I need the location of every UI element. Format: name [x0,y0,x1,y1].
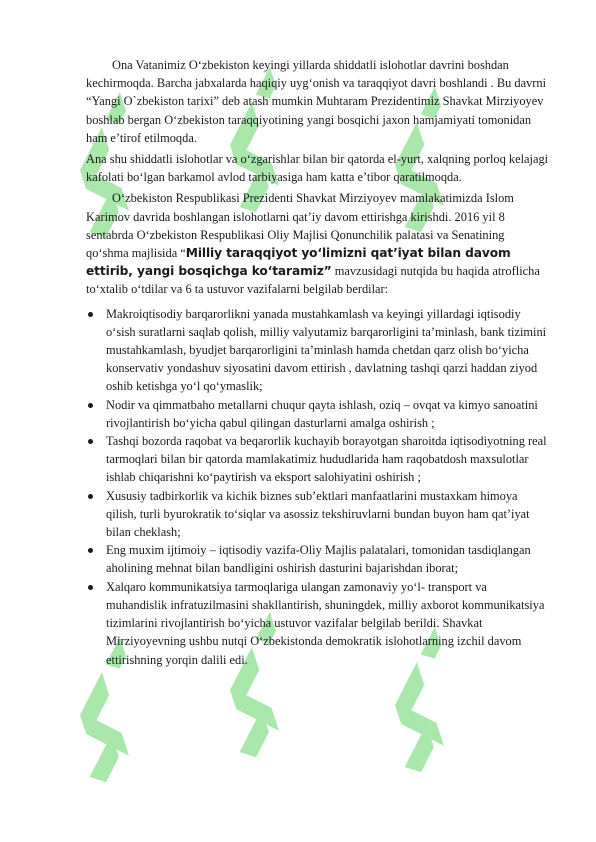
list-item [86,541,549,577]
document-body [86,56,549,669]
list-item [86,487,549,542]
bullet-icon [88,494,93,499]
list-item-text: Makroiqtisodiy barqarorlikni yanada mustahkamlash va keyingi yillardagi iqtisodiy o‘sish suratlarni saqlab qolish, milliy valyutamiz barqarorligini ta’minlash, bank tizimini mustahkamlash, byudjet barqarorligini ta’minlash hamda chetdan qarz olish bo‘yicha konservativ yondashuv siyosatini davom ettirish , davlatning tashqi qarzi haddan ziyod oshib ketishga yo‘l qo‘ymaslik; [106,306,547,394]
list-item-text: Nodir va qimmatbaho metallarni chuqur qayta ishlash, oziq – ovqat va kimyo sanoatini rivojlantirish bo‘yicha qabul qilingan dasturlarni amalga oshirish ; [106,397,538,430]
list-item [86,305,549,396]
paragraph-president-end: mavzusidagi nutqida bu haqida atroflicha to‘xtalib o‘tdilar va 6 ta ustuvor vazifalarni belgilab berdilar: [86,264,540,297]
paragraph-generation: Ana shu shiddatli islohotlar va o‘zgarishlar bilan bir qatorda el-yurt, xalqning porloq kelajagi kafolati bo‘lgan barkamol avlod tarbiyasiga ham katta e’tibor qaratilmoqda. [86,152,549,185]
paragraph-president-start: O‘zbekiston Respublikasi Prezidenti Shavkat Mirziyoyev mamlakatimizda Islom Karimov davrida boshlangan islohotlarni qat’iy davom ettirishga kirishdi. 2016 yil 8 sentabrda O‘zbekiston Respublikasi Oliy Majlisi Qonunchilik palatasi va Senatining qo‘shma majlisida “ [86,191,514,261]
bullet-icon [88,403,93,408]
bullet-icon [88,439,93,444]
bullet-icon [88,312,93,317]
list-item-text: Eng muxim ijtimoiy – iqtisodiy vazifa-Oliy Majlis palatalari, tomonidan tasdiqlangan aholining mehnat bilan bandligini oshirish dasturini bajarishdan iborat; [106,543,531,576]
bullet-icon [88,585,93,590]
speech-title: Milliy taraqqiyot yo‘limizni qat’iyat bilan davom ettirib, yangi bosqichga ko‘taramiz” [86,246,511,279]
list-item-text: Tashqi bozorda raqobat va beqarorlik kuchayib borayotgan sharoitda iqtisodiyotning real tarmoqlari bilan bir qatorda mamlakatimiz hududlarida ham raqobatdosh maxsulotlar ishlab chiqarishni ko‘paytirish va eksport salohiyatini oshirish ; [106,434,547,485]
list-item [86,396,549,432]
paragraph-intro: Ona Vatanimiz O‘zbekiston keyingi yillarda shiddatli islohotlar davrini boshdan kechirmoqda. Barcha jabxalarda haqiqiy uyg‘onish va taraqqiyot davri boshlandi . Bu davrni “Yangi O`zbekiston tarixi” deb atash mumkin Muhtaram Prezidentimiz Shavkat Mirziyoyev boshlab bergan O‘zbekiston taraqqiyotining yangi bosqichi jaxon hamjamiyati tomonidan ham e’tirof etilmoqda. [86,58,547,145]
list-item-text: Xalqaro kommunikatsiya tarmoqlariga ulangan zamonaviy yo‘l- transport va muhandislik infratuzilmasini shakllantirish, shuningdek, milliy axborot kommunikatsiya tizimlarini rivojlantirish bo‘yicha ustuvor vazifalar belgilab berildi. Shavkat Mirziyoyevning ushbu nutqi O‘zbekistonda demokratik islohotlarning izchil davom ettirishning yorqin dalili edi. [106,579,545,667]
list-item-text: Xususiy tadbirkorlik va kichik biznes sub’ektlari manfaatlarini mustaxkam himoya qilish, turli byurokratik to‘siqlar va asossiz tekshiruvlarni bundan buyon ham qat’iyat bilan cheklash; [106,488,530,540]
bullet-icon [88,548,93,553]
list-item [86,432,549,487]
paragraph-president [86,189,549,298]
priority-list [86,305,549,669]
list-item [86,578,549,669]
